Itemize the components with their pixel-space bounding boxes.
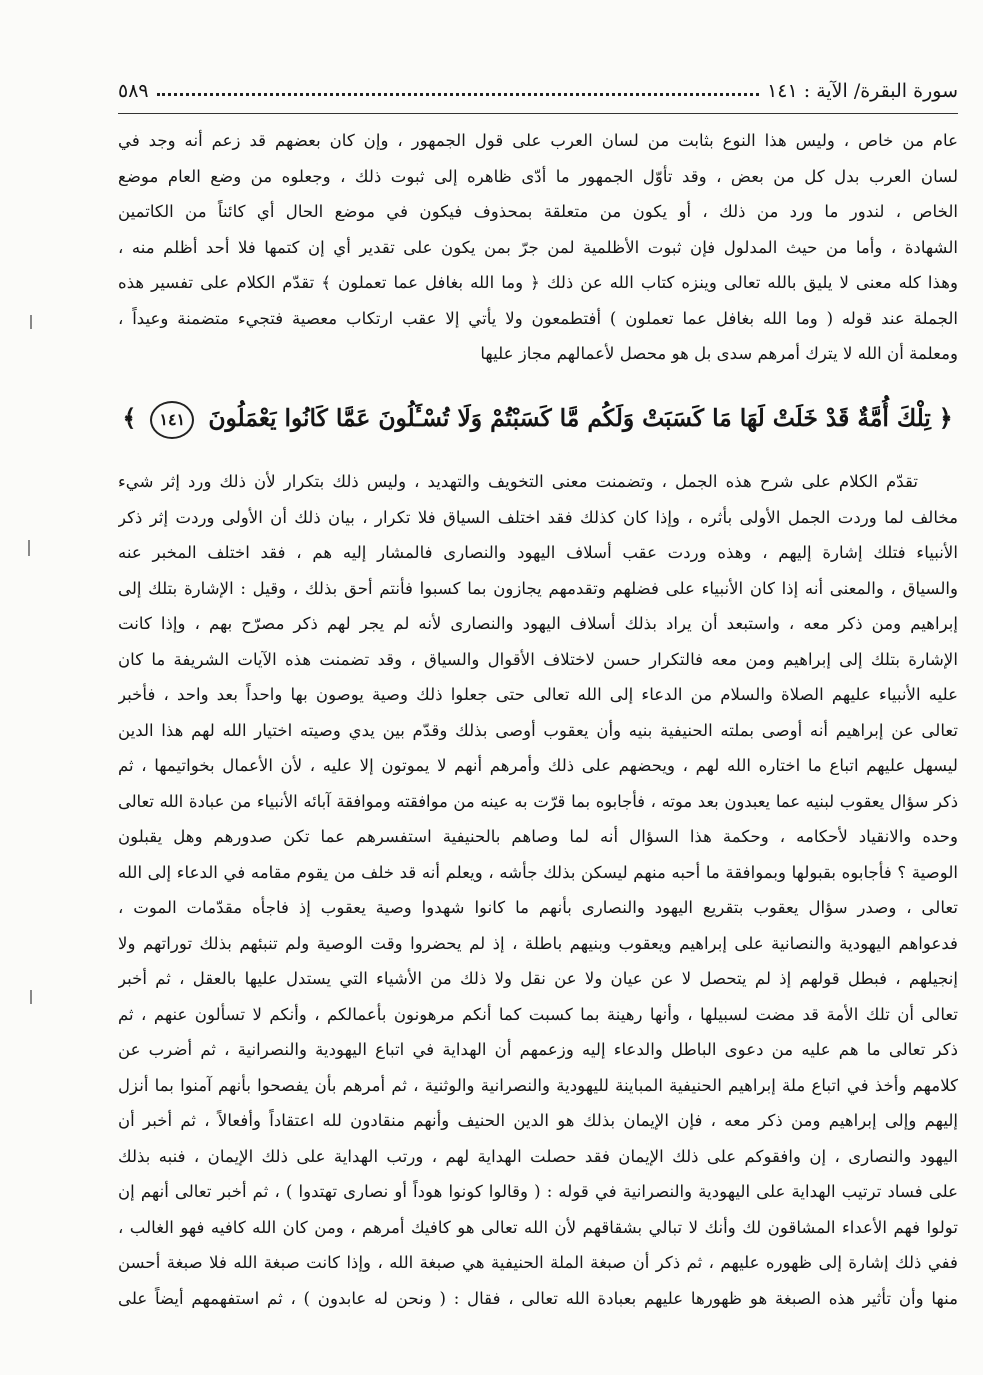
text-line: إبراهيم ومن ذكر معه ، واستبعد أن يراد بذلك أسلاف اليهود والنصارى لأنه لم يجر لهم ذكر مصرّح بهم ، وإذا كانت [118,614,958,633]
text-line: الإشارة بتلك إلى إبراهيم ومن معه فالتكرار حسن لاختلاف الأقوال والسياق ، وقد تضمنت هذه الآيات الشريفة ما كان [118,649,958,669]
text-line: ذكر تعالى ما هم عليه من دعوى الباطل والدعاء إليه وزعمهم أن الهداية في اتباع اليهودية والنصرانية ، ثم أضرب عن [118,1040,958,1059]
text-line: الأنبياء فتلك إشارة إليهم ، وهذه وردت عقب أسلاف اليهود والنصارى فالمشار إليه هم ، فقد اختلف المخبر عنه [118,543,958,562]
text-line: إليهم وإلى إبراهيم ومن ذكر معه ، فإن الإيمان بذلك هو الدين الحنيف وأنهم منقادون لله اعتقاداً وأفعالاً ، ثم أخبر أن [118,1111,958,1130]
verse-close-bracket: ﴾ [122,405,137,432]
scan-margin-mark [28,540,30,556]
text-line: تولوا فهم الأعداء المشاقون لك وأنك لا تبالي بشقاقهم لأن الله تعالى هو كافيك أمرهم ، ومن كان الله كافيه فهو الغالب ، [118,1217,958,1237]
text-line: ففي ذلك إشارة إلى ظهوره عليهم ، ثم ذكر أن صبغة الملة الحنيفية هي صبغة الله ، وإذا كانت صبغة الله فلا صبغة أحسن [118,1253,958,1272]
text-line: ومعلمة أن الله لا يترك أمرهم سدى بل هو محصل لأعمالهم مجاز عليها [480,344,958,363]
text-line: منها وأن تأثير هذه الصبغة هو ظهورها عليهم بعبادة الله تعالى ، فقال : ( ونحن له عابدون ) ، ثم استفهمهم أيضاً على [118,1288,958,1308]
quran-verse [120,388,955,450]
text-line: الجملة عند قوله ( وما الله بغافل عما تعملون ) أفتطمعون ولا يأتي إلا عقب ارتكاب معصية فتجيء متضمنة وعيداً ، [118,308,958,328]
text-line: اليهود والنصارى ، إن وافقوكم على ذلك الإيمان فقد حصلت الهداية لهم ، ورتب الهداية على ذلك الإيمان ، فنبه بذلك [118,1146,958,1166]
text-line: ذكر سؤال يعقوب لبنيه عما يعبدون بعد موته ، فأجابوه بما قرّت به عينه من موافقته وموافقة آبائه الأنبياء من عبادة الله تعالى [118,791,958,811]
scan-margin-mark [30,315,32,329]
text-line: تعالى ، وصدر سؤال يعقوب بتقريع اليهود والنصارى بأنهم ما كانوا شهدوا وصية يعقوب إذ فاجأه مقدّمات الموت ، [118,898,958,917]
text-line: وحده والانقياد لأحكامه ، وحكمة هذا السؤال أنه لما وصاهم بالحنيفية استفسرهم عما تكن صدورهم وهل يقبلون [118,827,958,846]
text-line: تقدّم الكلام على شرح هذه الجمل ، وتضمنت معنى التخويف والتهديد ، وليس ذلك بتكرار لأن ذلك ورد إثر شيء [118,472,918,491]
header-rule [118,113,958,114]
text-line: الوصية ؟ فأجابوه بقبولها وبموافقة ما أحبه منهم ليسكن بذلك جأشه ، ويعلم أنه قد خلف من يقوم مقامه في الدعاء إلى الله [118,862,958,882]
text-line: تعالى أن تلك الأمة قد مضت لسبيلها ، وأنها رهينة بما كسبت كما أنكم مرهونون بأعمالكم ، وأنكم لا تسألون عنهم ، ثم [118,1004,958,1024]
commentary-paragraph-1 [118,123,958,372]
page-header [118,76,958,106]
text-line: إنجيلهم ، فبطل قولهم إذ لم يتحصل لا عن عيان ولا عن نقل ولا ذلك من الأشياء التي يستدل عليها بالعقل ، ثم أخبر [118,969,958,988]
text-line: فدعواهم اليهودية والنصانية على إبراهيم ويعقوب وبنيهم باطلة ، إذ لم يحضروا وقت الوصية ولم تنبئهم بذلك توراتهم ولا [118,933,958,953]
text-line: كلامهم وأخذ في اتباع ملة إبراهيم الحنيفية المباينة لليهودية والنصرانية والوثنية ، ثم أمرهم بأن يفصحوا بأنهم آمنوا بما أنزل [118,1075,958,1095]
text-line: وهذا كله معنى لا يليق بالله تعالى وينزه كتاب الله عن ذلك ﴿ وما الله بغافل عما تعملون ﴾ تقدّم الكلام على تفسير هذه [118,273,958,292]
text-line: لسان العرب بدل كل من بعض ، وقد تأوّل الجمهور ما أدّى ظاهره إلى ثبوت ذلك ، وجعلوه من وضع العام موضع [118,166,958,186]
text-line: على فساد ترتيب الهداية على اليهودية والنصرانية في قوله : ( وقالوا كونوا هوداً أو نصارى تهتدوا ) ، ثم أخبر تعالى أنهم إن [118,1182,958,1201]
surah-title: سورة البقرة/ الآية : ١٤١ [767,80,958,102]
text-line: عليه الأنبياء عليهم الصلاة والسلام من الدعاء إلى الله تعالى حتى جعلوا ذلك وصية يوصون بها واحداً بعد واحد ، فأخبر [118,685,958,704]
text-line: ليسهل عليهم اتباع ما اختاره الله لهم ، ويحضهم على ذلك وأمرهم أنهم لا يموتون إلا عليه ، لأن الأعمال بخواتيمها ، ثم [118,756,958,775]
text-line: تعالى عن إبراهيم أنه أوصى بملته الحنيفية بنيه وأن يعقوب أوصى بذلك وقدّم بين يدي وصيته اختيار الله لهم هذا الدين [118,720,958,740]
text-line: والسياق ، والمعنى أنه إذا كان الأنبياء على فضلهم وتقدمهم يجازون بما كسبوا فأنتم أحق بذلك ، وقيل : الإشارة بتلك إلى [118,578,958,598]
commentary-paragraph-2 [118,464,958,1316]
text-line: مخالف لما وردت الجمل الأولى بأثره ، وإذا كان كذلك فقد اختلف السياق فلا تكرار ، بيان ذلك أن الأولى وردت إثر ذكر [118,507,958,527]
verse-text: ﴿ تِلْكَ أُمَّةٌ قَدْ خَلَتْ لَهَا مَا كَسَبَتْ وَلَكُم مَّا كَسَبْتُمْ وَلَا تُسْـَٔلُونَ عَمَّا كَانُوا يَعْمَلُونَ [208,405,953,432]
page-number: ٥٨٩ [118,80,149,102]
header-dotted-leader [157,93,759,96]
text-line: الشهادة ، وأما من حيث المدلول فإن ثبوت الأظلمية لمن جرّ بمن يكون على تقدير أي إن كتمها فلا أحد أظلم منه ، [118,237,958,257]
text-line: عام من خاص ، وليس هذا النوع بثابت من لسان العرب على قول الجمهور ، وإن كان بعضهم قد زعم أنه وجد في [118,131,958,150]
text-line: الخاص ، لندور ما ورد من ذلك ، أو يكون من متعلقة بمحذوف فيكون في موضع الحال أي كائناً من الكاتمين [118,202,958,221]
scan-margin-mark [30,990,32,1004]
verse-number-medallion: ١٤١ [150,401,194,439]
